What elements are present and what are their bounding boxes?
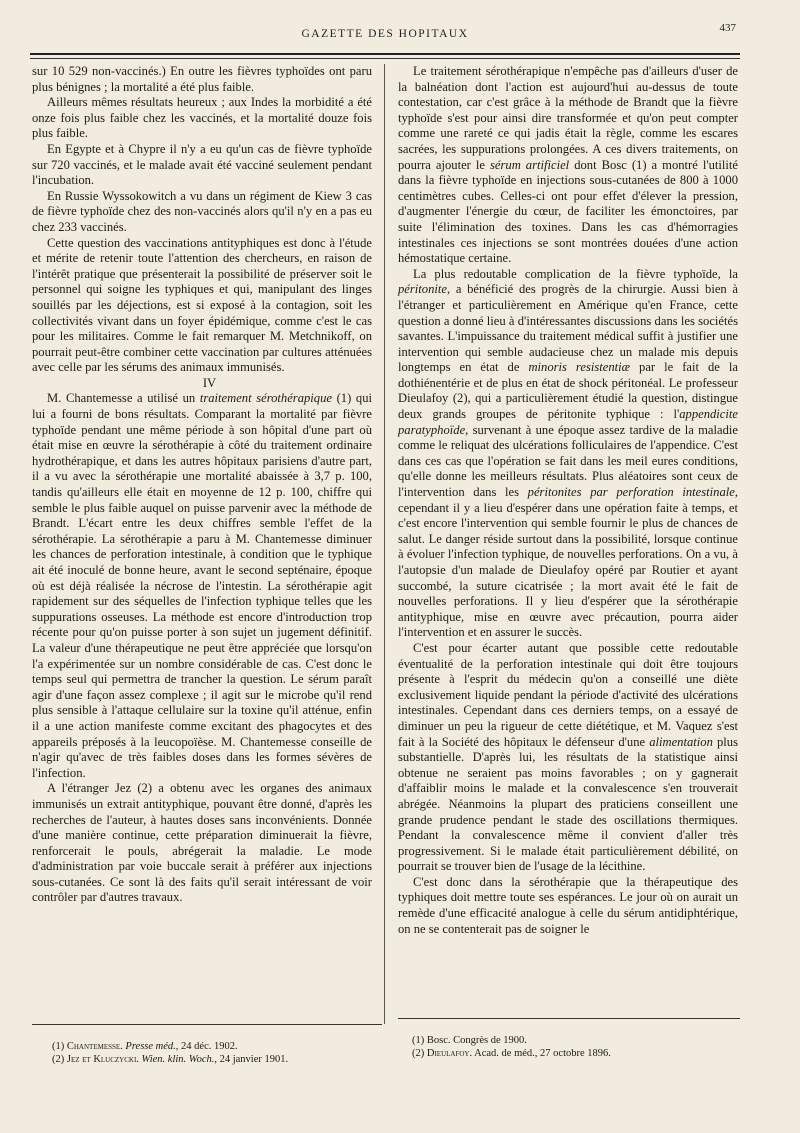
footnote-rule-right: [398, 1018, 740, 1019]
paragraph-chantemesse: [32, 391, 372, 781]
text-run: Le traitement sérothérapique n'empêche pas d'ailleurs d'user de la balnéation dont l'action est aujourd'hui au-dessus de toute contestation, car c'est grâce à la méthode de Brandt que la fièvre typhoïde s'est pour ainsi dire transformée et qu'on peut compter comme une rareté ce qui jadis était la règle, comme les escares sacrées, les suppurations prolongées. A ces divers traitements, on pourra ajouter le: [398, 64, 738, 172]
footnote: [52, 1053, 382, 1066]
paragraph: Ailleurs mêmes résultats heureux ; aux Indes la morbidité a été onze fois plus faible chez les vaccinés, et la mortalité douze fois plus faible.: [32, 95, 372, 141]
header-rule-thin: [30, 58, 740, 59]
footnote-author: Jez et Kluczycki.: [66, 1054, 139, 1065]
footnote-detail: , 24 déc. 1902.: [175, 1041, 238, 1052]
text-run: La plus redoutable complication de la fièvre typhoïde, la: [413, 266, 738, 281]
footnote-text: Acad. de méd., 27 octobre 1896.: [474, 1048, 611, 1059]
footnote-source: Wien. klin. Woch.: [141, 1054, 215, 1065]
paragraph: Cette question des vaccinations antityphiques est donc à l'étude et mérite de retenir toute l'attention des chercheurs, en raison de l'intérêt pratique que présenterait la possibilité de préserver soit le personnel qui soigne les typhiques et qui, manipulant des linges souillés par les déjections, est si exposé à la contagion, soit les collectivités vivant dans un foyer épidémique, comme c'est le cas pour les militaires. Comme le fait remarquer M. Metchnikoff, on pourrait peut-être combiner cette vaccination par cultures atténuées avec celle par les sérums des animaux immunisés.: [32, 235, 372, 375]
italic-term: péritonite: [398, 282, 447, 297]
footnote-number: (1): [52, 1041, 65, 1052]
italic-term: minoris resistentiæ: [528, 360, 631, 375]
footnote-detail: , 24 janvier 1901.: [214, 1054, 289, 1065]
page-number: 437: [719, 22, 736, 34]
column-divider: [384, 64, 385, 1024]
footnote-source: Presse méd.: [125, 1041, 176, 1052]
footnote: [412, 1034, 742, 1047]
text-run: M. Chantemesse a utilisé un: [47, 391, 200, 406]
footnotes-right: [412, 1034, 742, 1060]
italic-term: appendicite paratyphoïde: [398, 407, 738, 437]
footnote: [412, 1047, 742, 1060]
footnote: [52, 1040, 382, 1053]
italic-term: alimentation: [649, 734, 713, 749]
footnote-number: (1): [412, 1035, 425, 1046]
paragraph: En Russie Wyssokowitch a vu dans un régiment de Kiew 3 cas de fièvre typhoïde chez des non-vaccinés alors qu'il n'y en a pas eu chez 233 vaccinés.: [32, 188, 372, 234]
paragraph-serotherapy: [398, 64, 738, 267]
text-run: , cependant il y a lieu d'espérer dans une opération faite à temps, et c'est encore l'intervention qui semble fournir le plus de chances de salut. Le danger réside surtout dans la possibilité, lorsque continue à évoluer l'infection typhique, de nouvelles perforations. On a vu, à l'autopsie d'un malade de Dieulafoy opéré par Routier et ayant succombé, la suture cicatrisée ; la mort avait été le fait de nouvelles perforations. Il y lieu d'espérer que la sérothérapie antityphique, mise en œuvre avec précaution, pourra aider l'intervention et en assurer le succès.: [398, 485, 738, 640]
italic-term: sérum artificiel: [490, 157, 570, 172]
text-run: (1) qui lui a fourni de bons résultats. Comparant la mortalité par fièvre typhoïde pendant une même période à son hôpital d'une part où était mise en œuvre la sérothérapie à côté du traitement ordinaire hydrothérapique, et dans les autres hôpitaux parisiens d'autre part, il a vu avec la sérothérapie une mortalité abaissée à 3,7 p. 100, tandis qu'ailleurs elle était en moyenne de 12 p. 100, chiffre qui semble le plus faible auquel on puisse parvenir avec la méthode de Brandt. L'écart entre les deux chiffres semble l'effet de la sérothérapie. La sérothérapie a paru à M. Chantemesse diminuer les chances de perforation intestinale, à condition que le typhique ait été inoculé de bonne heure, avant le second septénaire, époque où est déjà réalisée la nécrose de l'intestin. La sérothérapie agit rapidement sur des séquelles de l'infection typhique telles que les suppurations osseuses. La méthode est encore d'introduction trop récente pour qu'on puisse porter à son sujet un jugement définitif. La valeur d'une thérapeutique ne peut être appréciée que lorsqu'on l'a expérimentée sur un nombre considérable de cas. C'est donc le temps seul qui permettra de trancher la question. Le sérum paraît agir d'une façon assez complexe ; il agit sur le microbe qu'il rend plus sensible à l'attaque cellulaire sur la toxine qu'il atténue, enfin il a une action manifeste comme excitant des phagocytes et des appareils préposés à la leucopoïèse. M. Chantemesse conseille de n'agir qu'avec de très faibles doses dans les formes sévères de l'infection.: [32, 391, 372, 780]
footnote-text: Bosc. Congrès de 1900.: [426, 1035, 527, 1046]
text-run: , a bénéficié des progrès de la chirurgie. Aussi bien à l'étranger et particulièrement en Amérique qu'en France, cette question a donné lieu à d'intéressantes discussions dans les sociétés savantes. L'impuissance du traitement médical suffit à justifier une intervention qui semble audacieuse chez un malade mis depuis longtemps en état de: [398, 282, 738, 375]
text-run: par le fait de la dothiénentérie et de plus en état de shock péritonéal. Le professeur Dieulafoy (2), qui a particulièrement étudié la question, distingue deux grands groupes de péritonite typhique : l': [398, 360, 738, 422]
left-column: [32, 64, 372, 906]
right-column: [398, 64, 738, 937]
paragraph-jez: A l'étranger Jez (2) a obtenu avec les organes des animaux immunisés un extrait antityphique, pouvant être donné, d'après les recherches de l'auteur, à hautes doses sans inconvénients. Donnée d'une manière continue, cette préparation diminuerait la fièvre, renforcerait le pouls, abrégerait la maladie. Le mode d'administration par voie buccale serait à préférer aux injections sous-cutanées. Ce sont là des faits qu'il serait intéressant de voir contrôler par d'autres travaux.: [32, 781, 372, 905]
footnotes-left: [52, 1040, 382, 1066]
italic-term: péritonites par perforation intestinale: [527, 485, 735, 500]
paragraph: En Egypte et à Chypre il n'y a eu qu'un cas de fièvre typhoïde sur 720 vaccinés, et le malade avait été vacciné seulement pendant l'incubation.: [32, 141, 372, 188]
text-run: plus substantielle. D'après lui, les résultats de la statistique ainsi obtenue ne seraient pas moins favorables ; on y gagnerait d'affaiblir moins le malade et la convalescence s'en trouverait abrégée. Néanmoins la plupart des praticiens conseillent une grande prudence pendant le stade des oscillations thermiques. Pendant la convalescence même il convient d'aller très progressivement. Si le malade était particulièrement débilité, on pourrait se trouver bien de l'usage de la lécithine.: [398, 734, 738, 874]
paragraph-peritonitis: [398, 267, 738, 641]
footnote-rule-left: [32, 1024, 382, 1025]
paragraph-conclusion: C'est donc dans la sérothérapie que la thérapeutique des typhiques doit mettre toute ses espérances. Le jour où on aurait un remède d'une efficacité analogue à celle du sérum antidiphtérique, on ne se contenterait pas de soigner le: [398, 874, 738, 936]
text-run: dont Bosc (1) a montré l'utilité dans la fièvre typhoïde en injections sous-cutanées de 800 à 1000 centimètres cubes. Celles-ci ont pour effet d'élever la pression, d'augmenter l'énergie du cœur, de faciliter les émonctoires, par suite l'élimination des toxines. Dans les cas d'hémorragies intestinales ces injections se sont montrées douées d'une action hémostatique certaine.: [398, 157, 738, 266]
footnote-author: Dieulafoy.: [426, 1048, 473, 1059]
footnote-author: Chantemesse.: [66, 1041, 123, 1052]
paragraph: sur 10 529 non-vaccinés.) En outre les fièvres typhoïdes ont paru plus bénignes ; la mortalité a été plus faible.: [32, 64, 372, 94]
header-rule-thick: [30, 53, 740, 55]
text-run: C'est pour écarter autant que possible cette redoutable éventualité de la perforation intestinale qui doit être toujours présente à l'esprit du médecin qu'on a conseillé une diète exclusivement liquide pendant la période d'activité des ulcérations intestinales. Cependant dans ces derniers temps, on a essayé de diminuer un peu la rigueur de cette diététique, et M. Vaquez s'est fait à la Société des hôpitaux le défenseur d'une: [398, 640, 738, 749]
paragraph-diet: [398, 641, 738, 875]
page-header: [30, 22, 740, 48]
italic-term: traitement sérothérapique: [199, 391, 332, 406]
text-run: , survenant à une époque assez tardive de la maladie comme le reliquat des ulcérations folliculaires de l'appendice. C'est dans ces cas que l'opération se fait dans les meil eures conditions, qu'elle donne les meilleurs résultats. Plus aléatoires sont ceux de l'intervention dans les: [398, 422, 738, 500]
footnote-number: (2): [412, 1048, 425, 1059]
running-title: GAZETTE DES HOPITAUX: [301, 28, 469, 40]
section-number: IV: [202, 375, 217, 390]
footnote-number: (2): [52, 1054, 65, 1065]
